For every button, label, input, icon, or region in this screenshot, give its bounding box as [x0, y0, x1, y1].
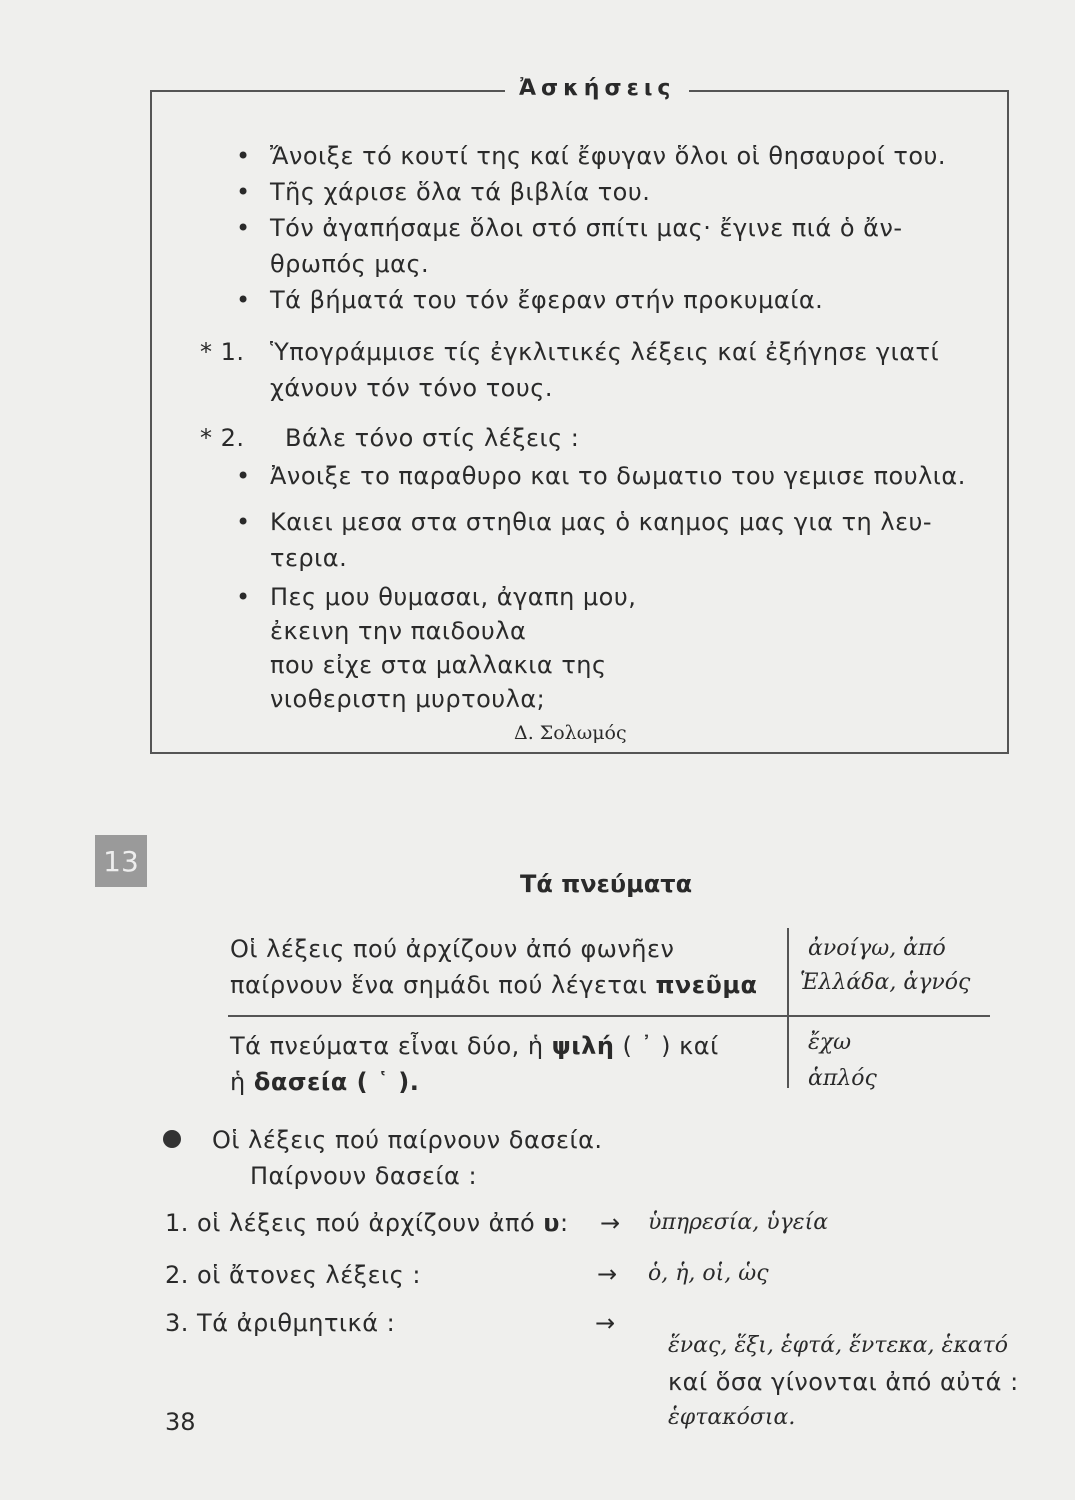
rule-2-term-smooth: ψιλή — [551, 1032, 615, 1060]
rule-1-text: παίρνουν ἕνα σημάδι πού λέγεται — [230, 971, 656, 999]
arrow-right-icon: → — [600, 1209, 621, 1237]
task-2-marker: * 2. — [200, 424, 245, 452]
example-line: • Τόν ἀγαπήσαμε ὅλοι στό σπίτι μας· ἔγινε πιά ὁ ἄν- — [270, 214, 903, 242]
rule-2-text: ἡ — [230, 1068, 254, 1096]
task-1-text-continued: χάνουν τόν τόνο τους. — [270, 374, 553, 402]
rough-item-note: καί ὅσα γίνονται ἀπό αὐτά : — [668, 1368, 1019, 1396]
task-2-item: • Ἀνοιξε το παραθυρο και το δωματιο του γεμισε πουλια. — [270, 462, 966, 490]
rule-2-line — [230, 1032, 719, 1060]
arrow-right-icon: → — [595, 1309, 616, 1337]
example-line-continued: θρωπός μας. — [270, 250, 430, 278]
rough-item-2: 2. οἱ ἄτονες λέξεις : — [165, 1261, 421, 1289]
rule-1-example: ἀνοίγω, ἀπό — [808, 936, 946, 961]
rough-item-1 — [165, 1209, 569, 1237]
rule-2-example: ἔχω — [808, 1030, 852, 1055]
rough-subheading: Παίρνουν δασεία : — [250, 1162, 478, 1190]
rough-item-example-extra: ἑφτακόσια. — [668, 1405, 796, 1430]
task-1-marker: * 1. — [200, 338, 245, 366]
task-2-text: Βάλε τόνο στίς λέξεις : — [285, 424, 580, 452]
rule-1-line — [230, 971, 757, 999]
rough-item-examples: ὑπηρεσία, ὑγεία — [648, 1210, 829, 1235]
task-2-item-continued: τερια. — [270, 544, 348, 572]
rule-2-text: Τά πνεύματα εἶναι δύο, ἡ — [230, 1032, 552, 1060]
example-line: • Τά βήματά του τόν ἔφεραν στήν προκυμαία. — [270, 286, 823, 314]
task-1-text: Ὑπογράμμισε τίς ἐγκλιτικές λέξεις καί ἐξήγησε γιατί — [270, 338, 940, 366]
rough-item-examples: ἕνας, ἕξι, ἑφτά, ἕντεκα, ἑκατό — [668, 1333, 1009, 1358]
rough-item-letter: υ — [543, 1209, 560, 1237]
example-line: • Τῆς χάρισε ὅλα τά βιβλία του. — [270, 178, 650, 206]
table-divider-vertical — [787, 928, 789, 1088]
poem-author: Δ. Σολωμός — [514, 722, 627, 744]
rough-item-colon: : — [559, 1209, 569, 1237]
rough-heading: Οἱ λέξεις πού παίρνουν δασεία. — [212, 1126, 603, 1154]
rule-1-line: Οἱ λέξεις πού ἀρχίζουν ἀπό φωνῆεν — [230, 935, 675, 963]
rough-item-examples: ὁ, ἡ, οἱ, ὡς — [648, 1261, 769, 1286]
arrow-right-icon: → — [597, 1260, 618, 1288]
example-line: • Ἄνοιξε τό κουτί της καί ἔφυγαν ὅλοι οἱ θησαυροί του. — [270, 142, 946, 170]
poem-line: ἐκεινη την παιδουλα — [270, 617, 527, 645]
task-2-item: • Καιει μεσα στα στηθια μας ὁ καημος μας για τη λευ- — [270, 508, 932, 536]
exercises-title: Ἀσκήσεις — [505, 76, 689, 101]
rule-2-line — [230, 1068, 419, 1096]
rule-2-example: ἁπλός — [808, 1066, 877, 1091]
chapter-tab: 13 — [95, 835, 147, 887]
rough-item-label: 1. οἱ λέξεις πού ἀρχίζουν ἀπό — [165, 1209, 544, 1237]
bullet-dot-icon — [163, 1130, 181, 1148]
section-title: Τά πνεύματα — [520, 870, 693, 898]
rule-1-example: Ἑλλάδα, ἁγνός — [800, 970, 971, 995]
poem-line: που εἰχε στα μαλλακια της — [270, 651, 607, 679]
rough-item-3: 3. Τά ἀριθμητικά : — [165, 1309, 396, 1337]
poem-line: νιοθεριστη μυρτουλα; — [270, 685, 546, 713]
rule-1-term: πνεῦμα — [655, 971, 758, 999]
table-divider-horizontal — [228, 1015, 990, 1017]
poem-line: • Πες μου θυμασαι, ἀγαπη μου, — [270, 583, 636, 611]
rule-2-text: ( ᾿ ) καί — [614, 1032, 719, 1060]
rule-2-term-rough: δασεία ( ῾ ). — [253, 1068, 420, 1096]
page-number: 38 — [165, 1408, 196, 1436]
